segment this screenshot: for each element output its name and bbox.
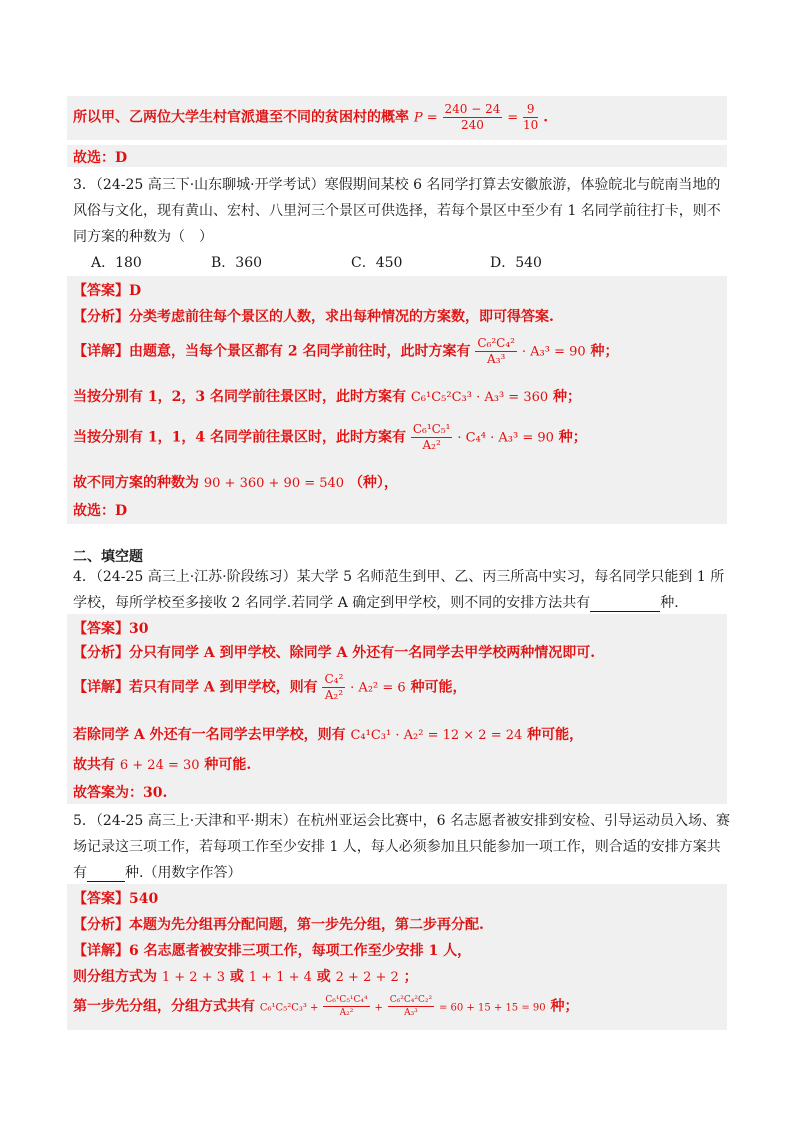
q5-detail-3-fraction-2-denominator: A₃³ [404,1008,418,1018]
q3-detail-1-denominator: A₃³ [487,352,506,366]
q5-detail-3-fraction-1 [323,994,369,1019]
q2-fraction-1-denominator: 240 [461,118,484,132]
q4-detail-3 [73,754,251,774]
q5-detail-3 [73,994,579,1019]
q3-option-d: D．540 [490,255,542,271]
q5-detail-3-plus: + [374,1002,383,1014]
q3-detail-3-math: · C₄⁴ · A₃³ = 90 [457,430,554,446]
q4-stem-line-2 [73,592,679,612]
q4-detail-1-text: 【详解】若只有同学 A 到甲学校，则有 [73,679,318,696]
q3-detail-3-end: 种； [558,429,587,446]
q3-detail-1-math: · A₃³ = 90 [521,344,586,360]
q5-detail-3-m1: C₆¹C₅²C₃³ + [259,1002,319,1014]
q3-answer: 【答案】D [73,283,142,299]
q3-stem-line-2: 风俗与文化，现有黄山、宏村、八里河三个景区可供选择，若每个景区中至少有 1 名同学前往打卡，则不 [73,203,721,219]
q4-detail-2-end: 种可能， [527,727,584,743]
q5-detail-3-fraction-2-numerator: C₆²C₄²C₂² [389,995,433,1005]
q3-stem-line-1: 3．（24-25 高三下·山东聊城·开学考试）寒假期间某校 6 名同学打算去安徽旅游，体验皖北与皖南当地的 [73,177,721,193]
q5-answer: 【答案】540 [73,891,159,907]
q5-detail-3-m2: = 60 + 15 + 15 = 90 [438,1002,546,1014]
q2-probability-line [73,102,548,133]
q5-detail-2-m2: 1 + 1 + 4 [248,970,312,985]
q5-detail-2-text: 则分组方式为 [73,969,157,985]
q3-detail-4-end: （种）， [348,475,398,491]
q4-detail-3-math: 6 + 24 = 30 [119,758,200,773]
q3-detail-4-math: 90 + 360 + 90 = 540 [203,476,345,491]
q2-fraction-2 [523,102,538,133]
q5-detail-2-m1: 1 + 2 + 3 [161,970,226,985]
q5-stem-line-1: 5．（24-25 高三上·天津和平·期末）在杭州亚运会比赛中，6 名志愿者被安排到安检、引导运动员入场、赛 [73,813,730,829]
q4-detail-2-text: 若除同学 A 外还有一名同学去甲学校，则有 [73,727,346,743]
q3-analysis: 【分析】分类考虑前往每个景区的人数，求出每种情况的方案数，即可得答案. [73,309,554,325]
q5-detail-3-text: 第一步先分组，分组方式共有 [73,998,255,1015]
q4-detail-1-math: · A₂² = 6 [350,680,406,696]
q5-stem-line-3b: 种.（用数字作答） [125,865,242,881]
q5-detail-2-or2: 或 [316,969,331,985]
q3-option-c: C．450 [351,255,403,271]
q3-detail-1-numerator: C₆²C₄² [477,336,515,350]
q4-blank [590,595,660,612]
q5-detail-3-fraction-1-numerator: C₆¹C₅¹C₄⁴ [325,995,368,1005]
q3-detail-3-denominator: A₂² [422,438,441,452]
q3-detail-4 [73,472,398,492]
q3-detail-1 [73,336,619,367]
q3-choose: 故选：D [73,503,128,519]
q2-equals: = [507,110,519,126]
q3-detail-1-fraction [475,336,517,367]
q3-detail-3-text: 当按分别有 1，1，4 名同学前往景区时，此时方案有 [73,429,406,446]
q2-probability-text: 所以甲、乙两位大学生村官派遣至不同的贫困村的概率 [73,109,409,126]
q5-detail-1: 【详解】6 名志愿者被安排三项工作，每项工作至少安排 1 人， [73,943,472,959]
q3-detail-2-text: 当按分别有 1，2，3 名同学前往景区时，此时方案有 [73,389,406,405]
q4-stem-line-2a: 学校，每所学校至多接收 2 名同学.若同学 A 确定到甲学校，则不同的安排方法共有 [73,595,591,611]
q4-detail-1-fraction [322,672,345,703]
q4-stem-line-2b: 种. [660,595,679,611]
q4-stem-line-1: 4．（24-25 高三上·江苏·阶段练习）某大学 5 名师范生到甲、乙、丙三所高中实习，每名同学只能到 1 所 [73,569,725,585]
q5-stem-line-3 [73,862,241,882]
q4-detail-1 [73,672,467,703]
q3-detail-4-text: 故不同方案的种数为 [73,475,199,491]
q3-detail-1-text: 【详解】由题意，当每个景区都有 2 名同学前往时，此时方案有 [73,343,471,360]
q4-detail-3-text: 故共有 [73,757,115,773]
q2-fraction-2-denominator: 10 [523,118,539,132]
q5-detail-2-m3: 2 + 2 + 2 [335,970,399,985]
q3-detail-2-end: 种； [553,389,582,405]
q3-stem-line-3: 同方案的种数为（ ） [73,229,213,245]
q5-detail-2-end: ； [403,969,418,985]
q3-detail-3-fraction [411,422,453,453]
q5-detail-2 [73,966,418,986]
q3-detail-3 [73,422,587,453]
section-2-title: 二、填空题 [73,549,143,565]
q5-blank [87,865,125,882]
q5-stem-line-3a: 有 [73,865,87,881]
q4-detail-1-end: 种可能， [410,679,467,696]
q3-option-a: A．180 [91,255,142,271]
q5-analysis: 【分析】本题为先分组再分配问题，第一步先分组，第二步再分配. [73,917,484,933]
q4-detail-2 [73,724,583,744]
q4-answer: 【答案】30 [73,621,149,637]
q5-stem-line-2: 场记录这三项工作，若每项工作至少安排 1 人，每人必须参加且只能参加一项工作，则合适的安排方案共 [73,839,721,855]
q2-fraction-1-numerator: 240 − 24 [444,102,501,116]
answer-background [67,145,727,167]
q5-detail-3-fraction-1-denominator: A₂² [339,1008,354,1018]
q3-detail-3-numerator: C₆¹C₅¹ [412,422,451,436]
q3-detail-2 [73,386,581,406]
q4-detail-4: 故答案为：30. [73,785,168,801]
q4-analysis: 【分析】分只有同学 A 到甲学校、除同学 A 外还有一名同学去甲学校两种情况即可. [73,645,596,661]
q2-fraction-1 [443,102,503,133]
q2-fraction-2-numerator: 9 [523,102,538,118]
q5-detail-3-end: 种； [550,998,579,1015]
q3-detail-1-end: 种； [590,343,619,360]
q5-detail-3-fraction-2 [388,994,434,1019]
q4-detail-2-math: C₄¹C₃¹ · A₂² = 12 × 2 = 24 [350,728,523,743]
q3-detail-2-math: C₆¹C₅²C₃³ · A₃³ = 360 [410,390,549,405]
q2-choose: 故选：D [73,150,128,166]
q4-detail-3-end: 种可能. [204,757,252,773]
q3-option-b: B．360 [211,255,263,271]
q2-probability-lhs: P = [413,110,438,126]
q4-detail-1-denominator: A₂² [324,688,344,702]
q4-detail-1-numerator: C₄² [324,672,344,686]
q5-detail-2-or1: 或 [229,969,244,985]
q2-period: . [543,109,549,126]
